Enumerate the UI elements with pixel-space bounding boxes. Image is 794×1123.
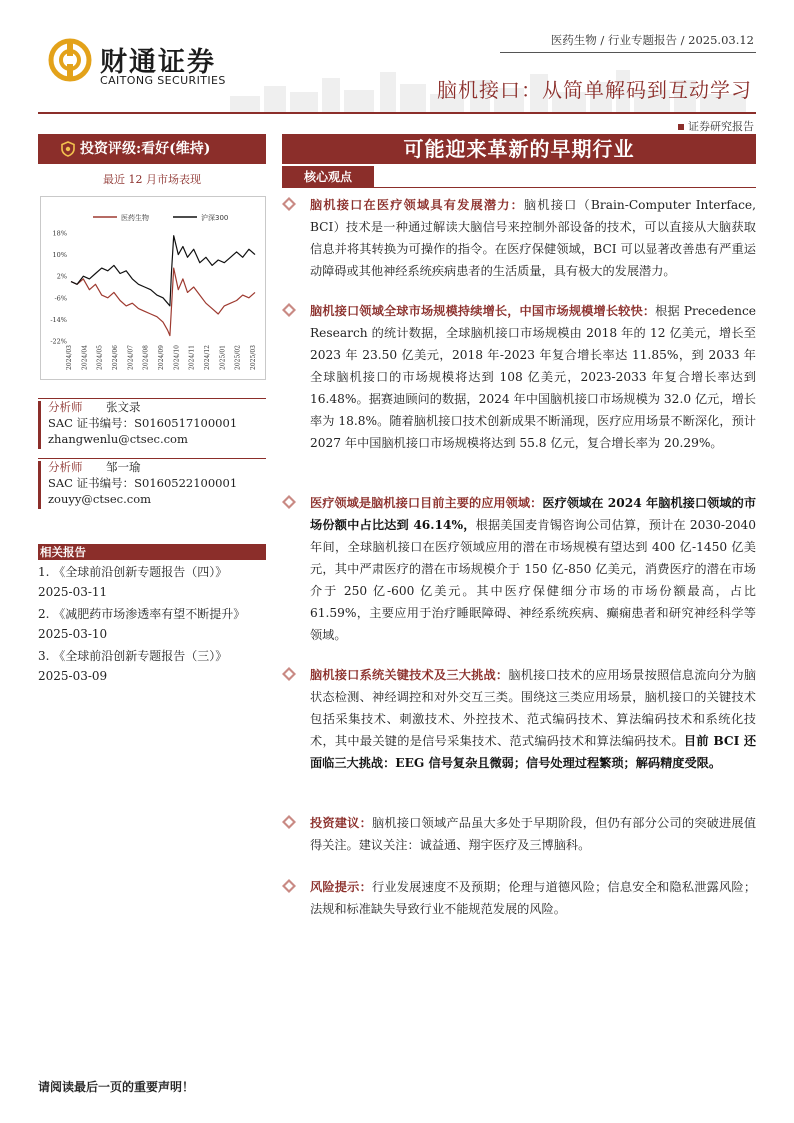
point-bold-tail: 目前 BCI 还面临三大挑战：EEG 信号复杂且微弱；信号处理过程繁琐；解码精度受限。 <box>310 734 757 770</box>
y-tick-label: 2% <box>56 272 67 281</box>
brand-name-cn: 财通证券 <box>100 47 216 78</box>
x-tick-label: 2025/03 <box>250 345 257 370</box>
point-text: 脑机接口技术的应用场景按照信息流向分为脑状态检测、神经调控和对外交互三类。围绕这三类应用场景，脑机接口的关键技术包括采集技术、刺激技术、外控技术、范式编码技术、算法编码技术和系统化技术，其中最关键的是信号采集技术、范式编码技术和算法编码技术。 <box>310 668 757 748</box>
report-title: 脑机接口：从简单解码到互动学习 <box>437 78 752 102</box>
x-tick-label: 2024/09 <box>158 345 165 370</box>
x-tick-label: 2024/10 <box>173 345 181 370</box>
point-lead: 投资建议： <box>310 816 372 830</box>
x-tick-label: 2024/12 <box>204 345 211 370</box>
analyst-email[interactable]: zhangwenlu@ctsec.com <box>48 432 188 446</box>
report-meta: 医药生物 / 行业专题报告 / 2025.03.12 <box>550 33 754 47</box>
legend-label: 沪深300 <box>201 214 229 222</box>
point-text: 根据 Precedence Research 的统计数据，全球脑机接口市场规模由 2018 年的 12 亿美元，增长至 2023 年 23.50 亿美元，2018 年-2023 年复合增长率达 11.85%，到 2033 年全球脑机接口的市场规模将达到 108 亿美元，2023-2033 年复合增长率达到 16.48%。据赛迪顾问的数据，2024 年中国脑机接口市场规模为 32.0 亿元，增长率为 18.8%。随着脑机接口技术创新成果不断涌现，医疗应用场景不断深化，预计 2027 年中国脑机接口市场规模将达到 55.8 亿元，复合增长率为 20.29%。 <box>310 304 757 450</box>
related-report-title[interactable]: 2. 《减肥药市场渗透率有望不断提升》 <box>38 607 246 621</box>
market-performance-chart <box>40 196 266 380</box>
point-lead: 医疗领域是脑机接口目前主要的应用领域： <box>310 496 543 510</box>
point-text: 行业发展速度不及预期；伦理与道德风险；信息安全和隐私泄露风险；法规和标准缺失导致行业不能规范发展的风险。 <box>310 880 757 916</box>
x-tick-label: 2024/08 <box>142 345 150 370</box>
core-point-3 <box>282 492 756 646</box>
core-views-header: 核心观点 <box>282 166 374 188</box>
y-tick-label: -6% <box>54 294 67 303</box>
x-tick-label: 2025/01 <box>219 345 227 370</box>
analyst-email[interactable]: zouyy@ctsec.com <box>48 492 152 506</box>
y-tick-label: -22% <box>50 337 67 346</box>
title-divider <box>38 112 756 114</box>
x-tick-label: 2024/04 <box>81 345 89 370</box>
performance-chart-svg <box>41 197 265 379</box>
research-label-text: 证券研究报告 <box>688 120 754 133</box>
core-point-4 <box>282 664 756 774</box>
related-report-title[interactable]: 3. 《全球前沿创新专题报告（三）》 <box>38 649 228 663</box>
x-tick-label: 2024/03 <box>66 345 73 370</box>
core-point-1 <box>282 194 756 282</box>
diamond-bullet-icon <box>282 667 296 681</box>
point-lead: 脑机接口在医疗领域具有发展潜力： <box>310 198 525 212</box>
x-tick-label: 2024/05 <box>96 345 104 370</box>
series-line <box>71 268 255 336</box>
point-lead: 风险提示： <box>310 880 372 894</box>
y-tick-label: -14% <box>50 315 67 324</box>
analyst-role: 分析师 <box>48 460 83 474</box>
analyst-sac: SAC 证书编号：S0160517100001 <box>48 416 238 430</box>
related-report-date: 2025-03-11 <box>38 585 108 599</box>
related-report-item[interactable] <box>38 604 266 644</box>
analyst-card-1 <box>38 398 266 447</box>
square-bullet-icon <box>678 124 684 130</box>
point-text: 根据美国麦肯锡咨询公司估算，预计在 2030-2040 年间，全球脑机接口在医疗领域应用的潜在市场规模有望达到 400 亿-1450 亿美元，其中严肃医疗的潜在市场规模介于 150 亿-850 亿美元，消费医疗的潜在市场介于 250 亿-600 亿美元。其中医疗保健细分市场的市场份额最高，占比 61.59%，主要应用于治疗睡眠障碍、神经系统疾病、癫痫患者和研究神经科学等领域。 <box>310 518 756 642</box>
y-tick-label: 10% <box>52 251 67 260</box>
header-divider <box>500 52 756 53</box>
related-report-date: 2025-03-10 <box>38 627 108 641</box>
related-report-title[interactable]: 1. 《全球前沿创新专题报告（四）》 <box>38 565 228 579</box>
y-tick-label: 18% <box>52 229 67 238</box>
caitong-logo <box>48 36 92 84</box>
core-point-2 <box>282 300 756 454</box>
diamond-bullet-icon <box>282 879 296 893</box>
point-lead: 脑机接口领域全球市场规模持续增长，中国市场规模增长较快： <box>310 304 656 318</box>
market-performance-label: 最近 12 月市场表现 <box>103 173 201 186</box>
point-text: 脑机接口领域产品虽大多处于早期阶段，但仍有部分公司的突破进展值得关注。建议关注：诚益通、翔宇医疗及三博脑科。 <box>310 816 757 852</box>
x-tick-label: 2024/07 <box>127 345 135 370</box>
analyst-name: 邹一瑜 <box>106 460 141 474</box>
shield-icon <box>60 141 76 157</box>
research-label <box>678 118 754 134</box>
investment-rating <box>38 134 266 164</box>
diamond-bullet-icon <box>282 815 296 829</box>
related-report-date: 2025-03-09 <box>38 669 108 683</box>
legend-label: 医药生物 <box>121 214 149 222</box>
analyst-sac: SAC 证书编号：S0160522100001 <box>48 476 238 490</box>
related-report-item[interactable] <box>38 562 266 602</box>
x-tick-label: 2025/02 <box>234 345 242 370</box>
section-banner: 可能迎来革新的早期行业 <box>282 134 756 164</box>
diamond-bullet-icon <box>282 495 296 509</box>
point-text: 脑机接口（Brain-Computer Interface, BCI）技术是一种通过解读大脑信号来控制外部设备的技术，可以直接从大脑获取信息并将其转换为可操作的指令。在医疗保健领域，BCI 可以显著改善患有严重运动障碍或其他神经系统疾病患者的生活质量，具有极大的发展潜力。 <box>310 198 757 278</box>
analyst-role: 分析师 <box>48 400 83 414</box>
analyst-accent-bar <box>38 461 41 509</box>
related-report-item[interactable] <box>38 646 266 686</box>
diamond-bullet-icon <box>282 197 296 211</box>
related-reports-list <box>38 562 266 688</box>
point-lead: 脑机接口系统关键技术及三大挑战： <box>310 668 509 682</box>
core-point-5 <box>282 812 756 856</box>
footer-disclaimer: 请阅读最后一页的重要声明！ <box>38 1080 195 1094</box>
analyst-accent-bar <box>38 401 41 449</box>
diamond-bullet-icon <box>282 303 296 317</box>
rating-text: 投资评级:看好(维持) <box>80 141 211 157</box>
core-point-6 <box>282 876 756 920</box>
brand-name-en: CAITONG SECURITIES <box>100 74 226 87</box>
related-reports-header: 相关报告 <box>38 544 266 560</box>
analyst-card-2 <box>38 458 266 507</box>
point-bold-text: 医疗领域在 2024 年脑机接口领域的市场份额中占比达到 46.14%， <box>310 496 757 532</box>
x-tick-label: 2024/11 <box>188 345 196 370</box>
x-tick-label: 2024/06 <box>112 345 119 370</box>
analyst-name: 张文录 <box>106 400 141 414</box>
core-views-divider <box>282 187 756 188</box>
series-line <box>71 236 255 306</box>
